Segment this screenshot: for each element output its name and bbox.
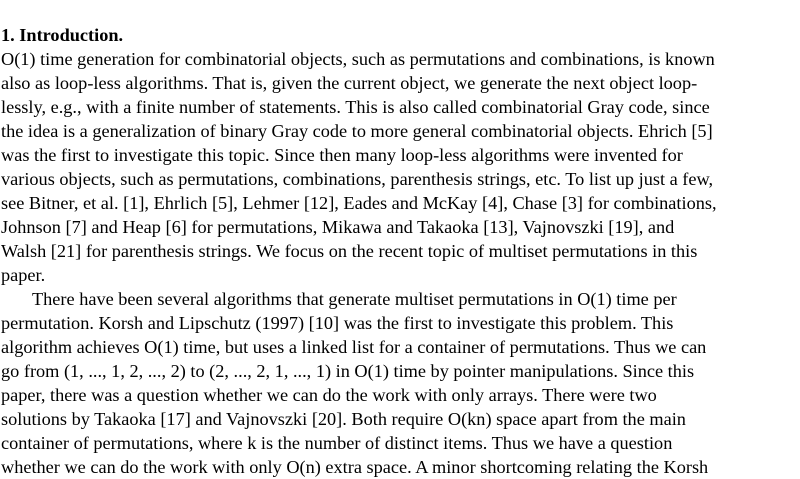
paragraph-2-line-4: go from (1, ..., 1, 2, ..., 2) to (2, ..., 2, 1, ..., 1) in O(1) time by pointer manipulations. Since this xyxy=(1,361,695,381)
paragraph-1-line-1: O(1) time generation for combinatorial objects, such as permutations and combinations, is known xyxy=(1,49,715,69)
paragraph-2-line-5: paper, there was a question whether we can do the work with only arrays. There were two xyxy=(1,385,657,405)
paragraph-1-line-6: various objects, such as permutations, combinations, parenthesis strings, etc. To list up just a few, xyxy=(1,169,714,189)
paragraph-1-line-4: the idea is a generalization of binary Gray code to more general combinatorial objects. Ehrich [5] xyxy=(1,121,713,141)
paragraph-1-line-8: Johnson [7] and Heap [6] for permutations, Mikawa and Takaoka [13], Vajnovszki [19], and xyxy=(1,217,675,237)
paragraph-1-line-3: lessly, e.g., with a finite number of statements. This is also called combinatorial Gray code, since xyxy=(1,97,710,117)
section-heading: 1. Introduction. xyxy=(1,25,124,45)
paragraph-1-line-7: see Bitner, et al. [1], Ehrlich [5], Lehmer [12], Eades and McKay [4], Chase [3] for combinations, xyxy=(1,193,717,213)
paragraph-2-line-8: whether we can do the work with only O(n) extra space. A minor shortcoming relating the Korsh xyxy=(1,457,709,477)
paragraph-1-line-2: also as loop-less algorithms. That is, given the current object, we generate the next object loop- xyxy=(1,73,698,93)
paragraph-2-line-6: solutions by Takaoka [17] and Vajnovszki [20]. Both require O(kn) space apart from the main xyxy=(1,409,686,429)
paragraph-1-line-5: was the first to investigate this topic. Since then many loop-less algorithms were invented for xyxy=(1,145,683,165)
paragraph-2-line-2: permutation. Korsh and Lipschutz (1997) [10] was the first to investigate this problem. This xyxy=(1,313,674,333)
paragraph-1-line-9: Walsh [21] for parenthesis strings. We focus on the recent topic of multiset permutations in this xyxy=(1,241,698,261)
paragraph-1-line-10: paper. xyxy=(1,265,46,285)
paragraph-2-line-3: algorithm achieves O(1) time, but uses a linked list for a container of permutations. Thus we can xyxy=(1,337,707,357)
paragraph-2-line-1: There have been several algorithms that generate multiset permutations in O(1) time per xyxy=(32,289,677,309)
paragraph-2-line-7: container of permutations, where k is the number of distinct items. Thus we have a question xyxy=(1,433,673,453)
